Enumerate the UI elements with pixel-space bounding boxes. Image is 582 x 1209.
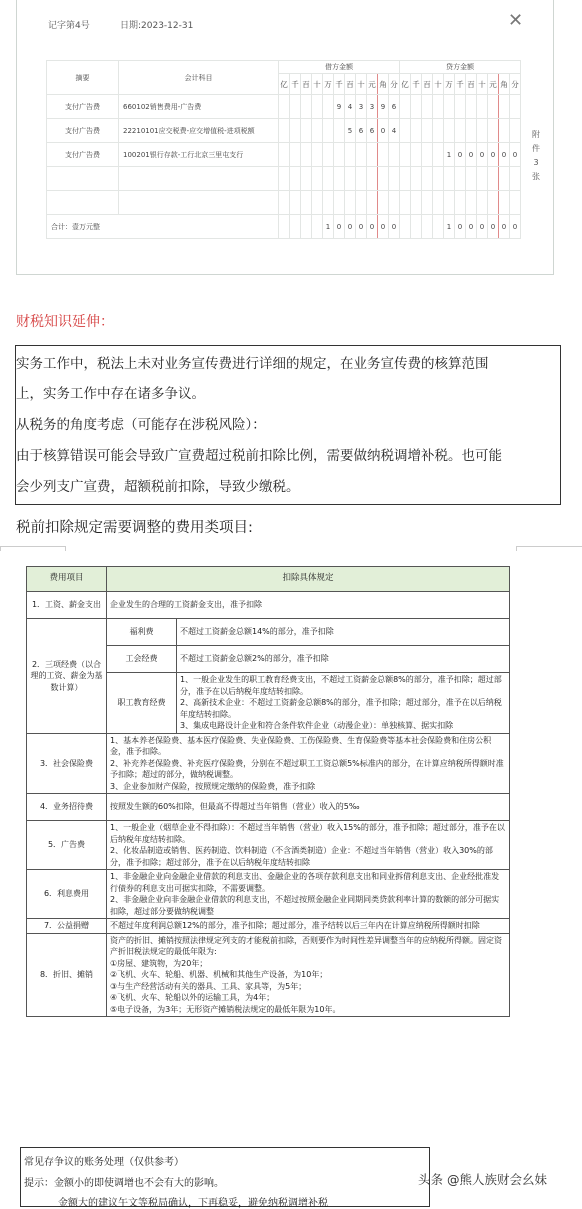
- rule-cell: 1、一般企业发生的职工教育经费支出，不超过工资薪金总额8%的部分，准予扣除；超过部分，准予在以后纳税年度结转扣除。 2、高新技术企业：不超过工资薪金总额8%的部分，准予扣除；超过部分，准予在以后纳税年度结转扣除。 3、集成电路设计企业和符合条件软件企业（动漫企业）：单独核算、据实扣除: [177, 673, 510, 734]
- sub-item-cell: 工会经费: [107, 646, 177, 673]
- debit-digit: [279, 143, 290, 167]
- debit-digit: 5: [345, 119, 356, 143]
- debit-digit: [323, 95, 334, 119]
- digit-header: 元: [367, 74, 378, 95]
- credit-digit: [466, 95, 477, 119]
- deduct-row: [27, 870, 510, 919]
- debit-digit: [323, 143, 334, 167]
- total-credit-digit: 0: [510, 215, 521, 239]
- rule-cell: 不超过年度利润总额12%的部分，准予扣除；超过部分，准予结转以后三年内在计算应纳税所得额时扣除: [107, 919, 510, 934]
- debit-digit: [312, 143, 323, 167]
- credit-digit: [499, 95, 510, 119]
- total-credit-digit: 1: [444, 215, 455, 239]
- digit-header: 千: [334, 74, 345, 95]
- credit-digit: [444, 95, 455, 119]
- debit-digit: 6: [367, 119, 378, 143]
- credit-digit: [477, 119, 488, 143]
- item-cell: 4．业务招待费: [27, 794, 107, 821]
- deduct-row: [27, 794, 510, 821]
- digit-header: 十: [433, 74, 444, 95]
- rule-cell: 1、非金融企业向金融企业借款的利息支出、金融企业的各项存款利息支出和同业拆借利息支出、企业经批准发行债券的利息支出可据实扣除，不需要调整。 2、非金融企业向非金融企业借款的利息支出，不超过按照金融企业同期同类贷款利率计算的数额的部分可据实扣除，超过部分要做纳税调整: [107, 870, 510, 919]
- empty-cell: [466, 191, 477, 215]
- total-credit-digit: 0: [488, 215, 499, 239]
- credit-digit: [433, 143, 444, 167]
- digit-header: 元: [488, 74, 499, 95]
- digit-header: 千: [455, 74, 466, 95]
- attachment-char: 3: [533, 158, 539, 167]
- sub-item-cell: 职工教育经费: [107, 673, 177, 734]
- deduct-row: [27, 933, 510, 1017]
- credit-digit: [444, 119, 455, 143]
- rule-cell: 按照发生额的60%扣除，但最高不得超过当年销售（营业）收入的5‰: [107, 794, 510, 821]
- total-debit-digit: [279, 215, 290, 239]
- total-debit-digit: 0: [345, 215, 356, 239]
- digit-header: 十: [312, 74, 323, 95]
- debit-digit: [356, 143, 367, 167]
- credit-digit: [488, 95, 499, 119]
- debit-digit: [290, 143, 301, 167]
- debit-digit: [301, 119, 312, 143]
- empty-cell: [345, 167, 356, 191]
- deduct-row: [27, 821, 510, 870]
- item-cell: 8．折旧、摊销: [27, 933, 107, 1017]
- credit-digit: [510, 95, 521, 119]
- empty-cell: [312, 167, 323, 191]
- total-credit-digit: [433, 215, 444, 239]
- voucher-number: 记字第4号: [48, 21, 90, 31]
- credit-digit: [422, 119, 433, 143]
- divider: [0, 546, 66, 551]
- debit-digit: [378, 143, 389, 167]
- total-credit-digit: 0: [477, 215, 488, 239]
- empty-cell: [290, 191, 301, 215]
- deduction-table: [26, 566, 510, 1017]
- paragraph-line: 从税务的角度考虑（可能存在涉税风险）：: [16, 417, 266, 433]
- debit-digit: [367, 143, 378, 167]
- empty-cell: [378, 191, 389, 215]
- paragraph-line: 实务工作中，税法上未对业务宣传费进行详细的规定，在业务宣传费的核算范围: [16, 356, 489, 372]
- empty-cell: [301, 191, 312, 215]
- empty-cell: [488, 191, 499, 215]
- digit-header: 千: [411, 74, 422, 95]
- digit-header: 万: [323, 74, 334, 95]
- total-debit-digit: 0: [356, 215, 367, 239]
- debit-digit: [290, 95, 301, 119]
- debit-digit: [345, 143, 356, 167]
- debit-digit: 9: [378, 95, 389, 119]
- credit-digit: [455, 95, 466, 119]
- empty-cell: [367, 167, 378, 191]
- summary-cell: 支付广告费: [47, 143, 119, 167]
- note-line: 金额大的建议午文等税局确认，下再稳妥，避免纳税调增补税: [58, 1198, 328, 1209]
- credit-digit: [411, 95, 422, 119]
- empty-cell: [47, 191, 119, 215]
- voucher-empty-row: [47, 191, 521, 215]
- paragraph-line: 由于核算错误可能会导致广宣费超过税前扣除比例，需要做纳税调增补税。也可能: [16, 448, 502, 464]
- empty-cell: [433, 191, 444, 215]
- empty-cell: [411, 167, 422, 191]
- credit-digit: [400, 95, 411, 119]
- empty-cell: [345, 191, 356, 215]
- total-debit-digit: 0: [389, 215, 400, 239]
- empty-cell: [455, 167, 466, 191]
- digit-header: 百: [345, 74, 356, 95]
- debit-digit: 4: [345, 95, 356, 119]
- item-cell: 6．利息费用: [27, 870, 107, 919]
- credit-digit: [433, 95, 444, 119]
- total-debit-digit: [290, 215, 301, 239]
- voucher-header-row: [47, 61, 521, 74]
- total-credit-digit: 0: [455, 215, 466, 239]
- credit-digit: [411, 143, 422, 167]
- debit-digit: [301, 143, 312, 167]
- digit-header: 角: [378, 74, 389, 95]
- item-cell: 7．公益捐赠: [27, 919, 107, 934]
- item-cell: 5．广告费: [27, 821, 107, 870]
- attachment-count: [530, 128, 542, 184]
- empty-cell: [389, 167, 400, 191]
- credit-digit: [422, 95, 433, 119]
- credit-digit: [422, 143, 433, 167]
- empty-cell: [323, 167, 334, 191]
- credit-digit: [433, 119, 444, 143]
- empty-cell: [433, 167, 444, 191]
- empty-cell: [466, 167, 477, 191]
- empty-cell: [356, 191, 367, 215]
- debit-digit: [279, 95, 290, 119]
- divider: [516, 546, 582, 551]
- credit-digit: [400, 143, 411, 167]
- digit-header: 角: [499, 74, 510, 95]
- rule-cell: 不超过工资薪金总额14%的部分，准予扣除: [177, 619, 510, 646]
- empty-cell: [279, 167, 290, 191]
- digit-header: 万: [444, 74, 455, 95]
- empty-cell: [312, 191, 323, 215]
- debit-digit: 0: [378, 119, 389, 143]
- attachment-char: 附: [532, 130, 540, 139]
- empty-cell: [488, 167, 499, 191]
- digit-header: 十: [356, 74, 367, 95]
- summary-header: 摘要: [47, 61, 119, 95]
- empty-cell: [119, 191, 279, 215]
- empty-cell: [477, 191, 488, 215]
- empty-cell: [334, 191, 345, 215]
- empty-cell: [290, 167, 301, 191]
- credit-digit: [466, 119, 477, 143]
- empty-cell: [455, 191, 466, 215]
- note-title: 常见存争议的账务处理（仅供参考）: [24, 1157, 184, 1168]
- rule-cell: 企业发生的合理的工资薪金支出，准予扣除: [107, 592, 510, 619]
- digit-header: 分: [510, 74, 521, 95]
- debit-digit: [312, 95, 323, 119]
- credit-digit: 0: [510, 143, 521, 167]
- digit-header: 百: [466, 74, 477, 95]
- total-credit-digit: [411, 215, 422, 239]
- total-debit-digit: [301, 215, 312, 239]
- account-cell: 22210101应交税费-应交增值税-进项税额: [119, 119, 279, 143]
- debit-digit: 6: [356, 119, 367, 143]
- account-cell: 100201银行存款-工行北京三里屯支行: [119, 143, 279, 167]
- total-credit-digit: 0: [499, 215, 510, 239]
- deduct-header-row: [27, 567, 510, 592]
- credit-digit: [411, 119, 422, 143]
- debit-digit: [334, 119, 345, 143]
- deduct-row: [27, 733, 510, 794]
- total-debit-digit: [312, 215, 323, 239]
- debit-digit: 4: [389, 119, 400, 143]
- attachment-char: 件: [532, 144, 540, 153]
- item-cell: 2．三项经费（以合理的工资、薪金为基数计算）: [27, 619, 107, 734]
- deduct-sub-row: [27, 619, 510, 646]
- total-credit-digit: [400, 215, 411, 239]
- deduct-row: [27, 919, 510, 934]
- empty-cell: [411, 191, 422, 215]
- voucher-table: [46, 60, 521, 239]
- empty-cell: [47, 167, 119, 191]
- credit-digit: [488, 119, 499, 143]
- credit-header: 贷方金额: [400, 61, 521, 74]
- empty-cell: [279, 191, 290, 215]
- paragraph-line: 会少列支广宣费，超额税前扣除，导致少缴税。: [16, 479, 300, 495]
- empty-cell: [477, 167, 488, 191]
- debit-digit: 9: [334, 95, 345, 119]
- empty-cell: [422, 167, 433, 191]
- digit-header: 亿: [279, 74, 290, 95]
- paragraph-line: 上，实务工作中存在诸多争议。: [16, 386, 205, 402]
- empty-cell: [422, 191, 433, 215]
- voucher-row: [47, 143, 521, 167]
- credit-digit: 0: [499, 143, 510, 167]
- debit-digit: 3: [367, 95, 378, 119]
- empty-cell: [367, 191, 378, 215]
- total-credit-digit: [422, 215, 433, 239]
- rule-cell: 1、一般企业（烟草企业不得扣除）：不超过当年销售（营业）收入15%的部分，准予扣除；超过部分，准予在以后纳税年度结转扣除。 2、化妆品制造或销售、医药制造、饮料制造（不含酒类制造）企业：不超过当年销售（营业）收入30%的部分，准予扣除；超过部分，准予在以后纳税年度结转扣除: [107, 821, 510, 870]
- debit-header: 借方金额: [279, 61, 400, 74]
- account-header: 会计科目: [119, 61, 279, 95]
- empty-cell: [400, 167, 411, 191]
- voucher-row: [47, 119, 521, 143]
- digit-header: 千: [290, 74, 301, 95]
- digit-header: 百: [422, 74, 433, 95]
- deduct-row: [27, 592, 510, 619]
- rule-cell: 资产的折旧、摊销按照法律规定列支的才能税前扣除，否则要作为时间性差异调整当年的应纳税所得额。固定资产折旧税法规定的最低年限为: ①房屋、建筑物，为20年； ②飞机、火车、轮船、机器、机械和其他生产设备，为10年； ③与生产经营活动有关的器具、工具、家具等，为5年； ④飞机、火车、轮船以外的运输工具，为4年； ⑤电子设备，为3年；无形资产摊销税法规定的最低年限为10年。: [107, 933, 510, 1017]
- debit-digit: [290, 119, 301, 143]
- empty-cell: [510, 191, 521, 215]
- account-cell: 660102销售费用-广告费: [119, 95, 279, 119]
- empty-cell: [389, 191, 400, 215]
- credit-digit: [499, 119, 510, 143]
- item-header: 费用项目: [27, 567, 107, 592]
- total-credit-digit: 0: [466, 215, 477, 239]
- item-cell: 1．工资、薪金支出: [27, 592, 107, 619]
- digit-header: 百: [301, 74, 312, 95]
- debit-digit: [334, 143, 345, 167]
- empty-cell: [510, 167, 521, 191]
- debit-digit: [279, 119, 290, 143]
- summary-cell: 支付广告费: [47, 95, 119, 119]
- close-icon[interactable]: ✕: [508, 10, 524, 31]
- credit-digit: 0: [455, 143, 466, 167]
- empty-cell: [323, 191, 334, 215]
- debit-digit: [312, 119, 323, 143]
- debit-digit: 3: [356, 95, 367, 119]
- summary-cell: 支付广告费: [47, 119, 119, 143]
- credit-digit: 0: [477, 143, 488, 167]
- debit-digit: 6: [389, 95, 400, 119]
- total-label: 合计：壹万元整: [47, 215, 279, 239]
- empty-cell: [444, 191, 455, 215]
- empty-cell: [378, 167, 389, 191]
- total-debit-digit: 0: [378, 215, 389, 239]
- credit-digit: 1: [444, 143, 455, 167]
- empty-cell: [400, 191, 411, 215]
- total-debit-digit: 0: [334, 215, 345, 239]
- credit-digit: [400, 119, 411, 143]
- debit-digit: [389, 143, 400, 167]
- attachment-char: 张: [532, 172, 540, 181]
- voucher-empty-row: [47, 167, 521, 191]
- empty-cell: [444, 167, 455, 191]
- item-cell: 3．社会保险费: [27, 733, 107, 794]
- credit-digit: 0: [466, 143, 477, 167]
- empty-cell: [499, 191, 510, 215]
- note-line: 提示：金额小的即使调增也不会有大的影响。: [24, 1178, 224, 1189]
- rule-cell: 1、基本养老保险费、基本医疗保险费、失业保险费、工伤保险费、生育保险费等基本社会保险费和住房公积金，准予扣除。 2、补充养老保险费、补充医疗保险费，分别在不超过职工工资总额5%标准内的部分，在计算应纳税所得额时准予扣除；超过的部分，做纳税调整。 3、企业参加财产保险，按照规定缴纳的保险费，准予扣除: [107, 733, 510, 794]
- voucher-date: 日期:2023-12-31: [120, 21, 194, 31]
- empty-cell: [301, 167, 312, 191]
- total-debit-digit: 1: [323, 215, 334, 239]
- voucher-total-row: [47, 215, 521, 239]
- debit-digit: [323, 119, 334, 143]
- deduct-title: 税前扣除规定需要调整的费用类项目:: [16, 520, 253, 536]
- digit-header: 分: [389, 74, 400, 95]
- debit-digit: [301, 95, 312, 119]
- empty-cell: [334, 167, 345, 191]
- credit-digit: [455, 119, 466, 143]
- rule-header: 扣除具体规定: [107, 567, 510, 592]
- sub-item-cell: 福利费: [107, 619, 177, 646]
- credit-digit: [510, 119, 521, 143]
- total-debit-digit: 0: [367, 215, 378, 239]
- empty-cell: [119, 167, 279, 191]
- voucher-row: [47, 95, 521, 119]
- empty-cell: [356, 167, 367, 191]
- digit-header: 十: [477, 74, 488, 95]
- digit-header: 亿: [400, 74, 411, 95]
- section-title: 财税知识延伸：: [16, 314, 114, 330]
- empty-cell: [499, 167, 510, 191]
- credit-digit: [477, 95, 488, 119]
- watermark: 头条 @熊人族财会幺妹: [418, 1172, 547, 1187]
- credit-digit: 0: [488, 143, 499, 167]
- rule-cell: 不超过工资薪金总额2%的部分，准予扣除: [177, 646, 510, 673]
